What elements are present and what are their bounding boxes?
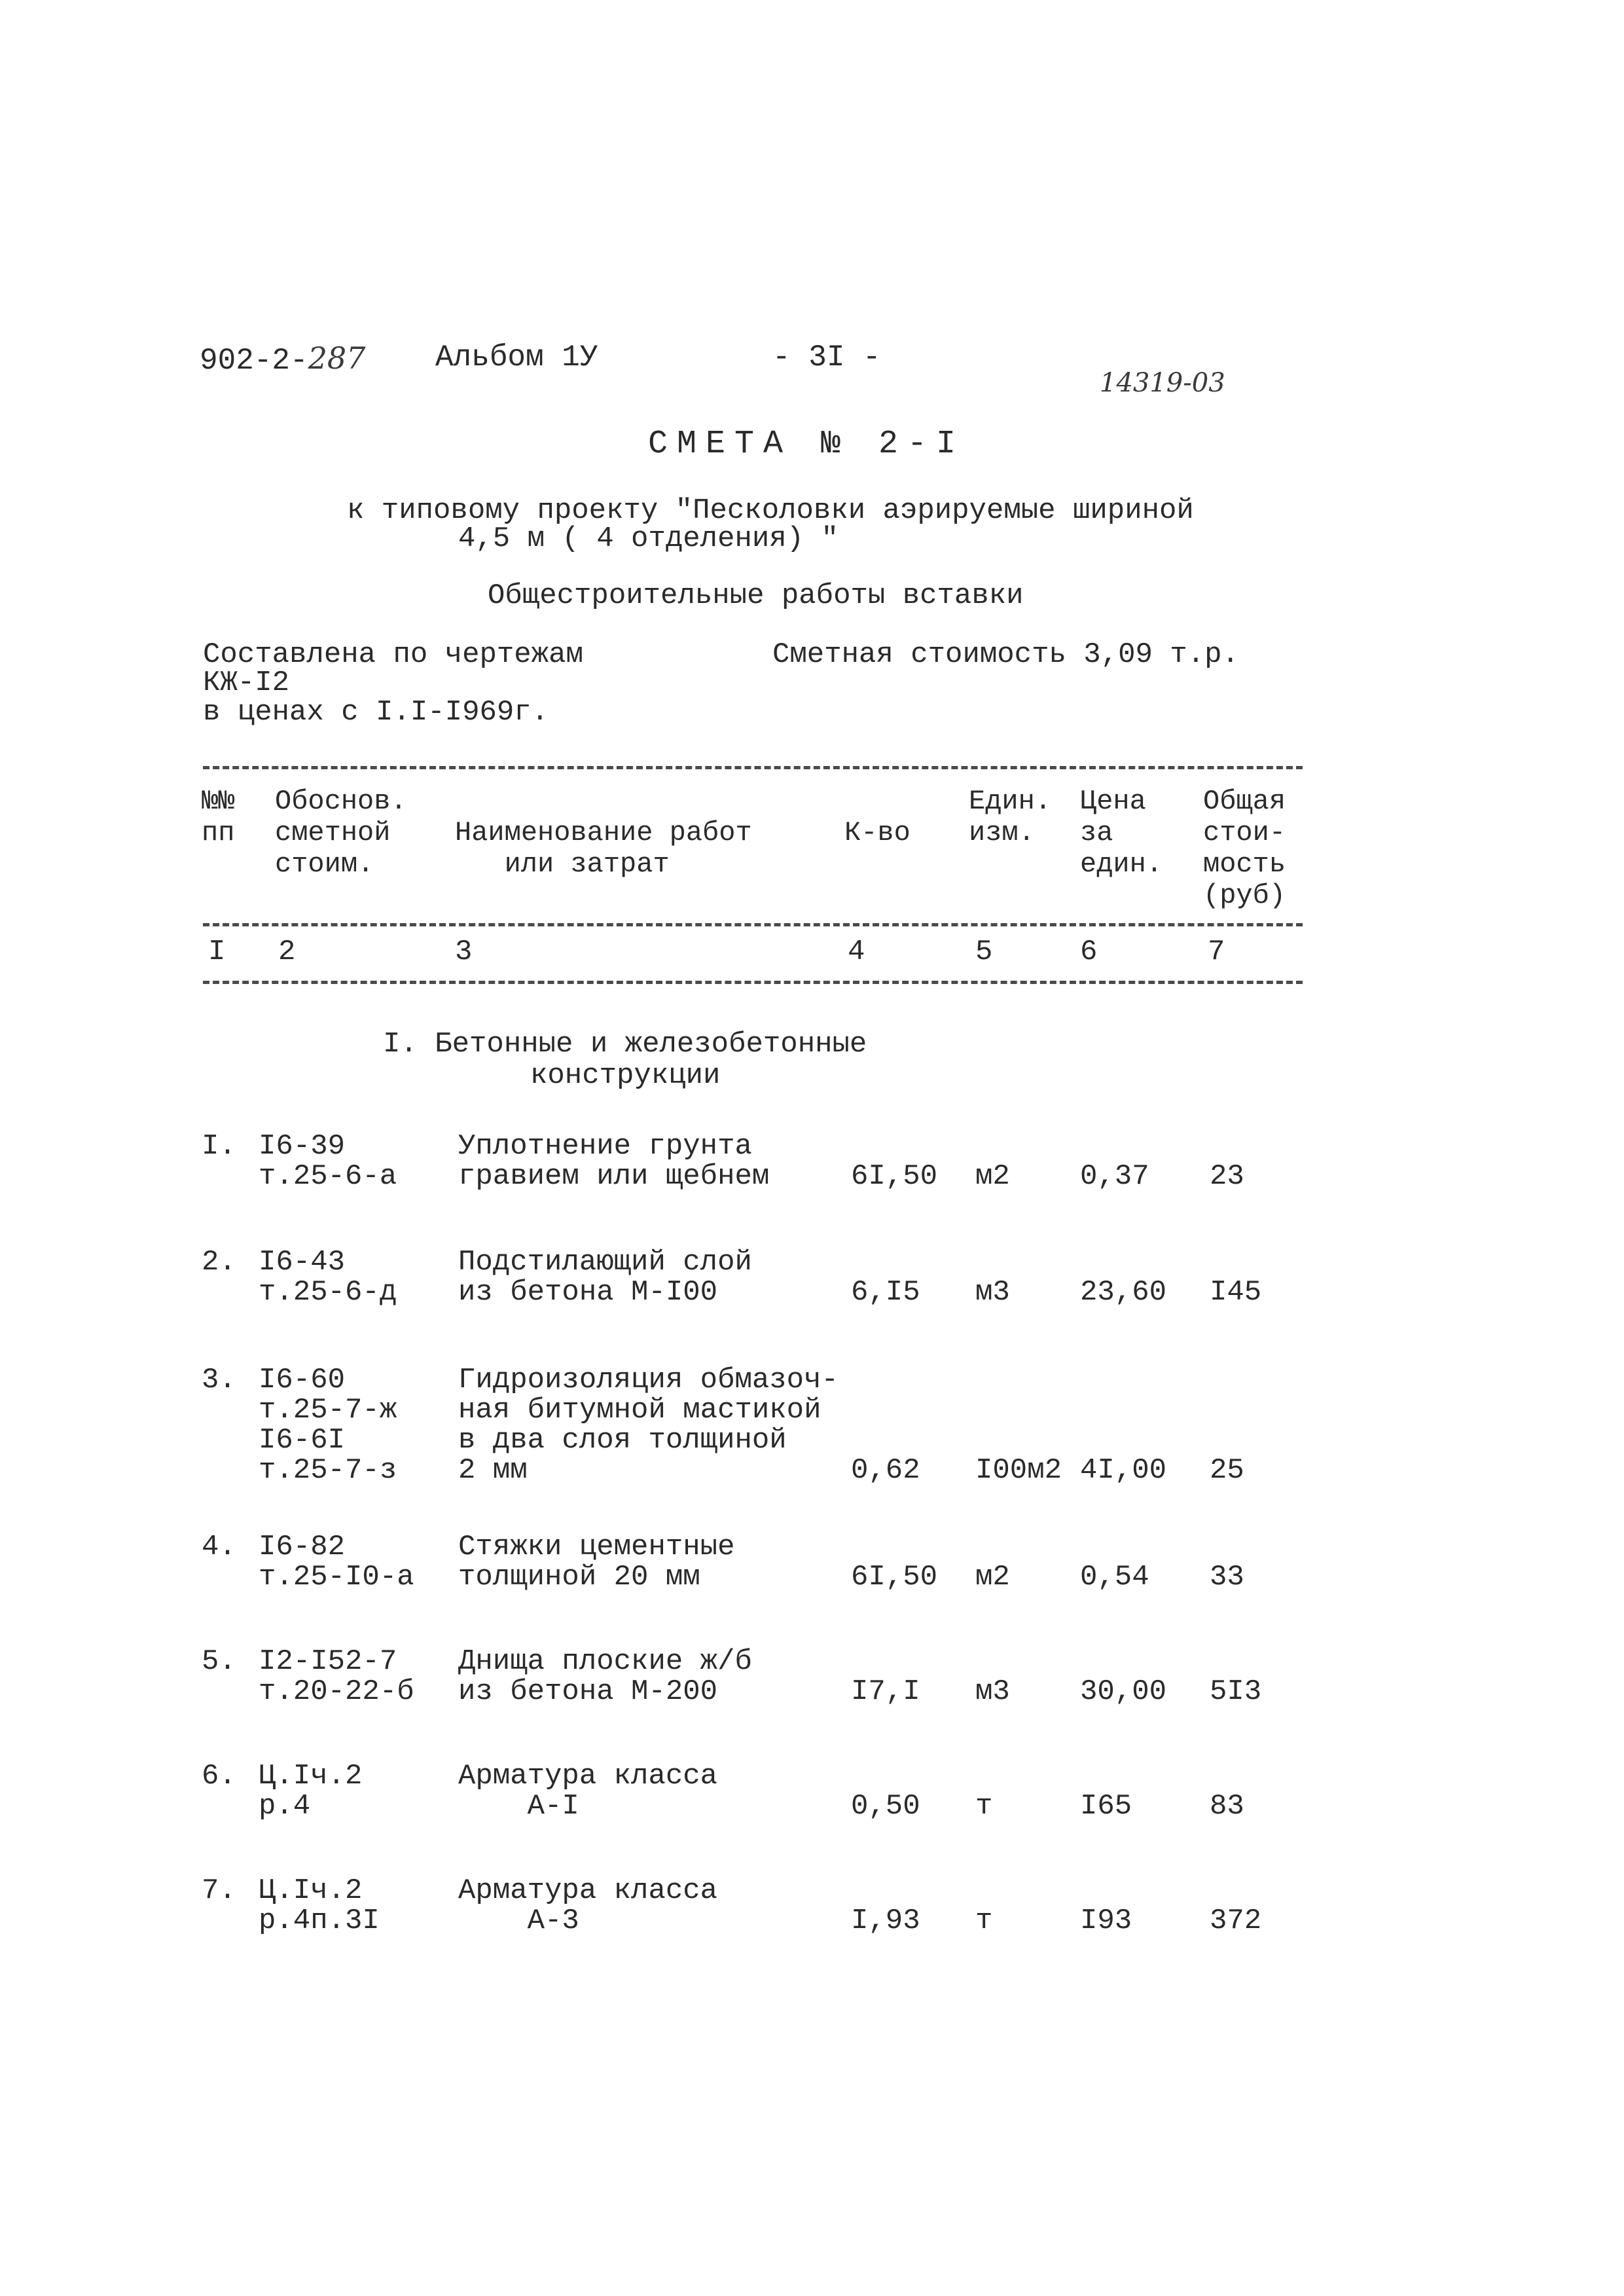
row-unit-price: 0,37 <box>1080 1160 1149 1193</box>
row-basis: I2-I52-7 т.20-22-б <box>259 1645 414 1708</box>
col-header-unit: Един. изм. <box>969 786 1052 848</box>
col-header-name: Наименование работ или затрат <box>455 817 752 880</box>
row-unit-price: 4I,00 <box>1080 1454 1167 1487</box>
col-header-price: Цена за един. <box>1080 786 1163 880</box>
row-basis: Ц.Iч.2 р.4 <box>259 1760 363 1823</box>
row-number: 6. <box>202 1760 236 1793</box>
row-work-name: Стяжки цементные толщиной 20 мм <box>458 1531 735 1594</box>
row-basis: I6-60 т.25-7-ж I6-6I т.25-7-з <box>259 1364 397 1487</box>
row-unit: т <box>975 1904 993 1937</box>
album-label: Альбом 1У <box>435 340 598 374</box>
project-name-line-1: к типовому проекту "Песколовки аэрируемые шириной <box>347 494 1194 527</box>
row-quantity: 6I,50 <box>851 1160 938 1193</box>
col-number-1: I <box>208 936 226 968</box>
row-number: 3. <box>202 1364 236 1396</box>
col-number-2: 2 <box>278 936 296 968</box>
row-quantity: I7,I <box>851 1675 920 1708</box>
row-total-cost: I45 <box>1210 1276 1262 1309</box>
document-code <box>200 340 365 378</box>
section-heading-line-1: I. Бетонные и железобетонные <box>383 1028 867 1061</box>
row-number: 7. <box>202 1874 236 1907</box>
row-number: I. <box>202 1130 236 1163</box>
col-number-5: 5 <box>975 936 993 968</box>
archive-number: 14319-03 <box>1100 368 1225 398</box>
header-middle-rule <box>203 923 1303 926</box>
row-quantity: 0,62 <box>851 1454 920 1487</box>
price-base: в ценах с I.I-I969г. <box>203 696 549 729</box>
row-quantity: 0,50 <box>851 1790 920 1823</box>
row-quantity: 6,I5 <box>851 1276 920 1309</box>
col-header-number: №№ пп <box>202 786 235 848</box>
compiled-by-drawings: Составлена по чертежам <box>203 638 583 671</box>
row-total-cost: 372 <box>1210 1904 1262 1937</box>
row-unit-price: I65 <box>1080 1790 1132 1823</box>
row-unit: м2 <box>975 1160 1010 1193</box>
document-code-handwritten: 287 <box>308 340 366 376</box>
row-work-name: Подстилающий слой из бетона М-I00 <box>458 1246 752 1309</box>
row-basis: I6-82 т.25-I0-а <box>259 1531 414 1594</box>
col-header-basis: Обоснов. сметной стоим. <box>275 786 407 880</box>
row-quantity: 6I,50 <box>851 1561 938 1594</box>
project-name-line-2: 4,5 м ( 4 отделения) " <box>458 522 839 555</box>
row-work-name: Гидроизоляция обмазоч- ная битумной мастикой в два слоя толщиной 2 мм <box>458 1364 839 1487</box>
row-number: 5. <box>202 1645 236 1678</box>
col-header-total: Общая стои- мость (руб) <box>1203 786 1286 911</box>
row-number: 2. <box>202 1246 236 1279</box>
row-basis: Ц.Iч.2 р.4п.3I <box>259 1874 380 1937</box>
row-number: 4. <box>202 1531 236 1563</box>
estimated-cost: Сметная стоимость 3,09 т.р. <box>772 638 1239 671</box>
estimate-title: СМЕТА № 2-I <box>648 426 965 463</box>
row-unit-price: 30,00 <box>1080 1675 1167 1708</box>
row-unit: м3 <box>975 1276 1010 1309</box>
col-number-6: 6 <box>1080 936 1098 968</box>
col-number-3: 3 <box>455 936 473 968</box>
row-unit: м2 <box>975 1561 1010 1594</box>
works-title: Общестроительные работы вставки <box>488 579 1024 612</box>
document-code-printed: 902-2- <box>200 344 308 378</box>
page-number: - 3I - <box>772 340 881 374</box>
row-unit: м3 <box>975 1675 1010 1708</box>
row-work-name: Арматура класса А-I <box>458 1760 718 1823</box>
row-unit: т <box>975 1790 993 1823</box>
row-unit-price: 23,60 <box>1080 1276 1167 1309</box>
row-total-cost: 33 <box>1210 1561 1244 1594</box>
header-top-rule <box>203 766 1303 769</box>
header-bottom-rule <box>203 981 1303 984</box>
row-total-cost: 83 <box>1210 1790 1244 1823</box>
row-quantity: I,93 <box>851 1904 920 1937</box>
drawing-code: КЖ-I2 <box>203 666 290 699</box>
col-header-quantity: К-во <box>844 817 911 848</box>
row-total-cost: 5I3 <box>1210 1675 1262 1708</box>
row-total-cost: 25 <box>1210 1454 1244 1487</box>
row-total-cost: 23 <box>1210 1160 1244 1193</box>
section-heading-line-2: конструкции <box>530 1059 721 1092</box>
col-number-4: 4 <box>848 936 865 968</box>
row-work-name: Арматура класса А-3 <box>458 1874 718 1937</box>
row-work-name: Уплотнение грунта гравием или щебнем <box>458 1130 770 1193</box>
row-work-name: Днища плоские ж/б из бетона М-200 <box>458 1645 752 1708</box>
row-unit-price: I93 <box>1080 1904 1132 1937</box>
row-basis: I6-39 т.25-6-а <box>259 1130 397 1193</box>
col-number-7: 7 <box>1208 936 1225 968</box>
row-basis: I6-43 т.25-6-д <box>259 1246 397 1309</box>
row-unit: I00м2 <box>975 1454 1062 1487</box>
row-unit-price: 0,54 <box>1080 1561 1149 1594</box>
